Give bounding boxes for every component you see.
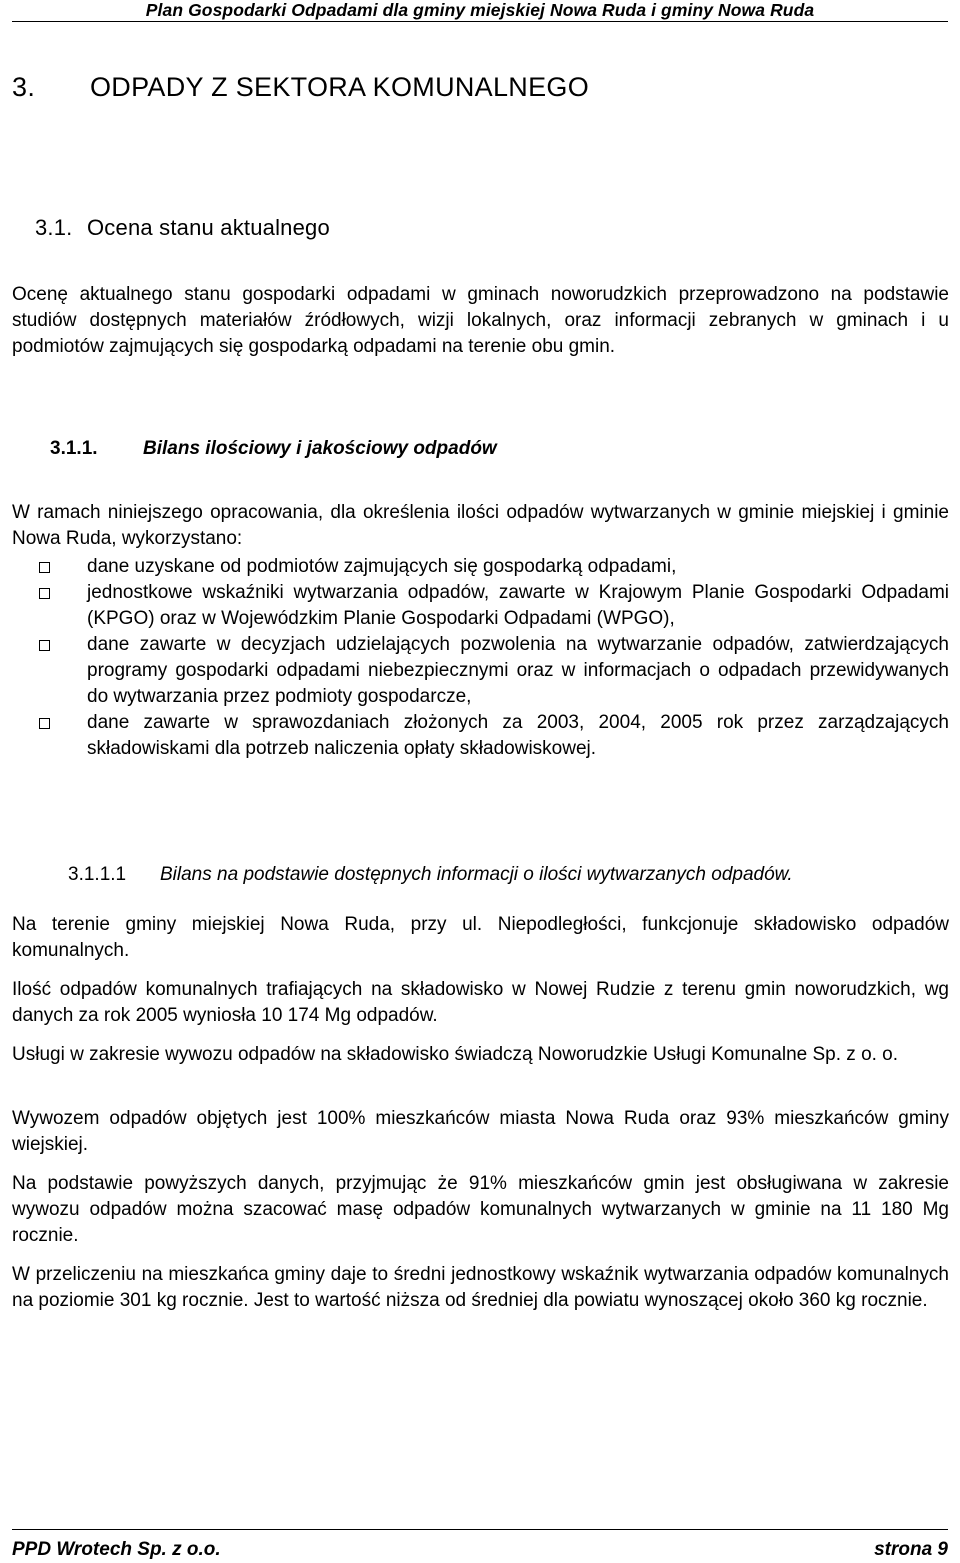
- footer-divider: [12, 1529, 948, 1530]
- chapter-title: ODPADY Z SEKTORA KOMUNALNEGO: [90, 72, 590, 102]
- list-item-text: dane uzyskane od podmiotów zajmujących się gospodarką odpadami,: [87, 556, 677, 577]
- list-item: [12, 580, 949, 632]
- subsubsection-heading: [68, 861, 793, 889]
- sources-list: [12, 554, 949, 762]
- body-paragraph: Na podstawie powyższych danych, przyjmując że 91% mieszkańców gmin jest obsługiwana w zakresie wywozu odpadów można szacować masę odpadów komunalnych wytwarzanych w gminie na 11 180 Mg rocznie.: [12, 1173, 949, 1246]
- checkbox-bullet-icon: [39, 640, 50, 651]
- running-header: Plan Gospodarki Odpadami dla gminy miejskiej Nowa Ruda i gminy Nowa Ruda: [145, 0, 815, 20]
- section-title: Ocena stanu aktualnego: [87, 215, 330, 240]
- intro-paragraph: Ocenę aktualnego stanu gospodarki odpadami w gminach noworudzkich przeprowadzono na podstawie studiów dostępnych materiałów źródłowych, wizji lokalnych, oraz informacji zebranych w gminach i u podmiotów zajmujących się gospodarką odpadami na terenie obu gmin.: [12, 284, 949, 357]
- chapter-number: 3.: [12, 72, 36, 102]
- list-item: [12, 710, 949, 762]
- subsection-heading: [50, 435, 497, 463]
- list-item: [12, 554, 949, 580]
- chapter-heading: [12, 70, 589, 104]
- list-item: [12, 632, 949, 710]
- subsubsection-title: Bilans na podstawie dostępnych informacji o ilości wytwarzanych odpadów.: [160, 864, 793, 885]
- body-paragraph: Usługi w zakresie wywozu odpadów na składowisko świadczą Noworudzkie Usługi Komunalne Sp. z o. o.: [12, 1044, 899, 1065]
- subsection-intro-paragraph: W ramach niniejszego opracowania, dla określenia ilości odpadów wytwarzanych w gminie miejskiej i gminie Nowa Ruda, wykorzystano:: [12, 502, 949, 549]
- body-paragraph: Ilość odpadów komunalnych trafiających na składowisko w Nowej Rudzie z terenu gmin noworudzkich, wg danych za rok 2005 wyniosła 10 174 Mg odpadów.: [12, 979, 949, 1026]
- checkbox-bullet-icon: [39, 588, 50, 599]
- header-divider: [12, 21, 948, 22]
- body-paragraph: Na terenie gminy miejskiej Nowa Ruda, przy ul. Niepodległości, funkcjonuje składowisko odpadów komunalnych.: [12, 914, 949, 961]
- list-item-text: dane zawarte w sprawozdaniach złożonych za 2003, 2004, 2005 rok przez zarządzających składowiskami dla potrzeb naliczenia opłaty składowiskowej.: [87, 712, 949, 759]
- body-paragraph: W przeliczeniu na mieszkańca gminy daje to średni jednostkowy wskaźnik wytwarzania odpadów komunalnych na poziomie 301 kg rocznie. Jest to wartość niższa od średniej dla powiatu wynoszącej około 360 kg rocznie.: [12, 1264, 949, 1311]
- subsubsection-number: 3.1.1.1: [68, 864, 127, 885]
- checkbox-bullet-icon: [39, 562, 50, 573]
- footer-company: PPD Wrotech Sp. z o.o.: [12, 1539, 221, 1560]
- list-item-text: dane zawarte w decyzjach udzielających pozwolenia na wytwarzanie odpadów, zatwierdzających programy gospodarki odpadami niebezpiecznymi oraz w informacjach o odpadach przewidywanych do wytwarzania przez podmioty gospodarcze,: [87, 634, 949, 707]
- list-item-text: jednostkowe wskaźniki wytwarzania odpadów, zawarte w Krajowym Planie Gospodarki Odpadami (KPGO) oraz w Wojewódzkim Planie Gospodarki Odpadami (WPGO),: [87, 582, 949, 629]
- subsection-title: Bilans ilościowy i jakościowy odpadów: [143, 438, 497, 459]
- section-heading: [35, 213, 330, 243]
- section-number: 3.1.: [35, 215, 73, 240]
- checkbox-bullet-icon: [39, 718, 50, 729]
- page-number: strona 9: [874, 1539, 948, 1560]
- subsection-number: 3.1.1.: [50, 438, 98, 459]
- body-paragraph: Wywozem odpadów objętych jest 100% mieszkańców miasta Nowa Ruda oraz 93% mieszkańców gminy wiejskiej.: [12, 1108, 949, 1155]
